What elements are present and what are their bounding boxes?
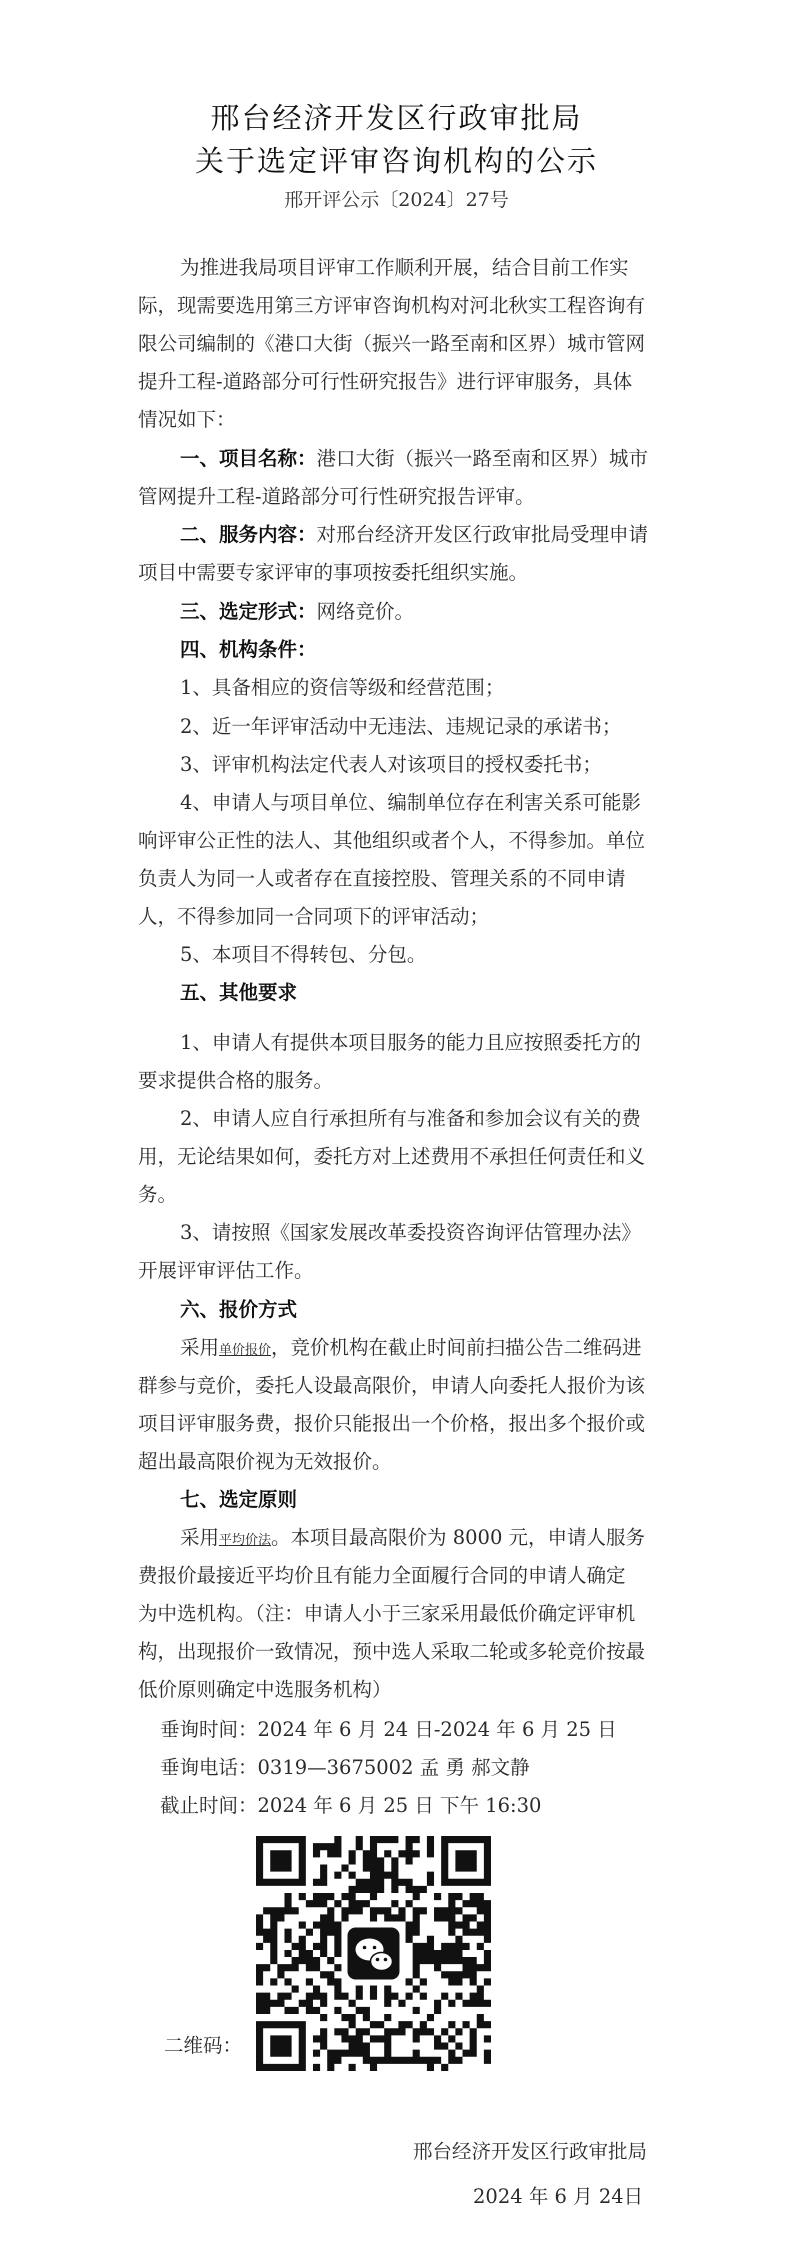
list-item: 1、具备相应的资信等级和经营范围； [180,676,505,699]
issuing-organization: 邢台经济开发区行政审批局 [413,2140,648,2163]
section-text: 对邢台经济开发区行政审批局受理申请 [316,523,649,546]
intro-line: 限公司编制的《港口大街（振兴一路至南和区界）城市管网 [138,332,646,355]
intro-line: 际，现需要选用第三方评审咨询机构对河北秋实工程咨询有 [138,294,646,317]
intro-line: 情况如下： [138,408,236,431]
section-text: 港口大街（振兴一路至南和区界）城市 [316,447,649,470]
list-item: 2、近一年评审活动中无违法、违规记录的承诺书； [180,715,622,738]
qr-label: 二维码： [164,2034,243,2057]
page-title-line1: 邢台经济开发区行政审批局 [210,101,583,135]
page-title-line2: 关于选定评审咨询机构的公示 [194,144,598,178]
list-item: 3、评审机构法定代表人对该项目的授权委托书； [180,753,602,776]
deadline: 截止时间：2024 年 6 月 25 日 下午 16:30 [160,1794,542,1817]
list-item: 2、申请人应自行承担所有与准备和参加会议有关的费 [180,1107,641,1130]
quotation-method-value: 单价报价 [219,1343,272,1358]
section-heading: 二、服务内容： [180,523,317,546]
section-text: 项目评审服务费，报价只能报出一个价格，报出多个报价或 [138,1412,646,1435]
section-selection-form [180,602,414,622]
selection-method-value: 平均价法 [219,1533,272,1548]
list-item: 5、本项目不得转包、分包。 [180,943,427,966]
inquiry-time: 垂询时间：2024 年 6 月 24 日-2024 年 6 月 25 日 [160,1718,617,1741]
issue-date: 2024 年 6 月 24日 [473,2185,644,2208]
section-text: 网络竞价。 [316,600,415,623]
section-heading: 四、机构条件： [180,638,317,661]
list-item: 响评审公正性的法人、其他组织或者个人，不得参加。单位 [138,829,646,852]
section-text: 构，出现报价一致情况，预中选人采取二轮或多轮竞价按最 [138,1640,646,1663]
list-item: 1、申请人有提供本项目服务的能力且应按照委托方的 [180,1031,641,1054]
list-item: 3、请按照《国家发展改革委投资咨询评估管理办法》 [180,1221,641,1244]
intro-line: 为推进我局项目评审工作顺利开展，结合目前工作实 [180,256,629,279]
section-text: 群参与竞价，委托人设最高限价，申请人向委托人报价为该 [138,1374,646,1397]
wechat-icon [348,1928,400,1980]
section-text: 超出最高限价视为无效报价。 [138,1450,392,1473]
intro-line: 提升工程-道路部分可行性研究报告》进行评审服务，具体 [138,370,633,393]
section-text: 采用 [180,1526,220,1549]
qr-code-image [256,1836,491,2071]
section-text: 费报价最接近平均价且有能力全面履行合同的申请人确定 [138,1564,626,1587]
section-heading: 三、选定形式： [180,600,317,623]
qr-code[interactable] [256,1836,491,2071]
list-item: 人，不得参加同一合同项下的评审活动； [138,905,490,928]
list-item: 开展评审评估工作。 [138,1259,314,1282]
section-text: 。本项目最高限价为 8000 元，申请人服务 [271,1526,646,1549]
list-item: 务。 [138,1183,178,1206]
qr-finder-pattern [256,1836,306,1886]
section-text: 为中选机构。（注：申请人小于三家采用最低价确定评审机 [138,1602,636,1625]
list-item: 负责人为同一人或者存在直接控股、管理关系的不同申请 [138,867,626,890]
section-heading: 五、其他要求 [180,981,298,1004]
section-text: 管网提升工程-道路部分可行性研究报告评审。 [138,485,535,508]
qr-finder-pattern [256,2021,306,2071]
list-item: 要求提供合格的服务。 [138,1069,334,1092]
inquiry-phone: 垂询电话：0319—3675002 孟 勇 郝文静 [160,1756,530,1779]
section-text: ，竞价机构在截止时间前扫描公告二维码进 [271,1336,642,1359]
section-heading: 一、项目名称： [180,447,317,470]
section-text: 采用 [180,1336,220,1359]
section-text: 低价原则确定中选服务机构） [138,1678,392,1701]
section-heading: 七、选定原则 [180,1488,298,1511]
document-number: 邢开评公示〔2024〕27号 [284,189,509,211]
qr-finder-pattern [441,1836,491,1886]
list-item: 4、申请人与项目单位、编制单位存在利害关系可能影 [180,791,641,814]
section-text: 项目中需要专家评审的事项按委托组织实施。 [138,561,529,584]
list-item: 用，无论结果如何，委托方对上述费用不承担任何责任和义 [138,1145,646,1168]
section-heading: 六、报价方式 [180,1298,298,1321]
